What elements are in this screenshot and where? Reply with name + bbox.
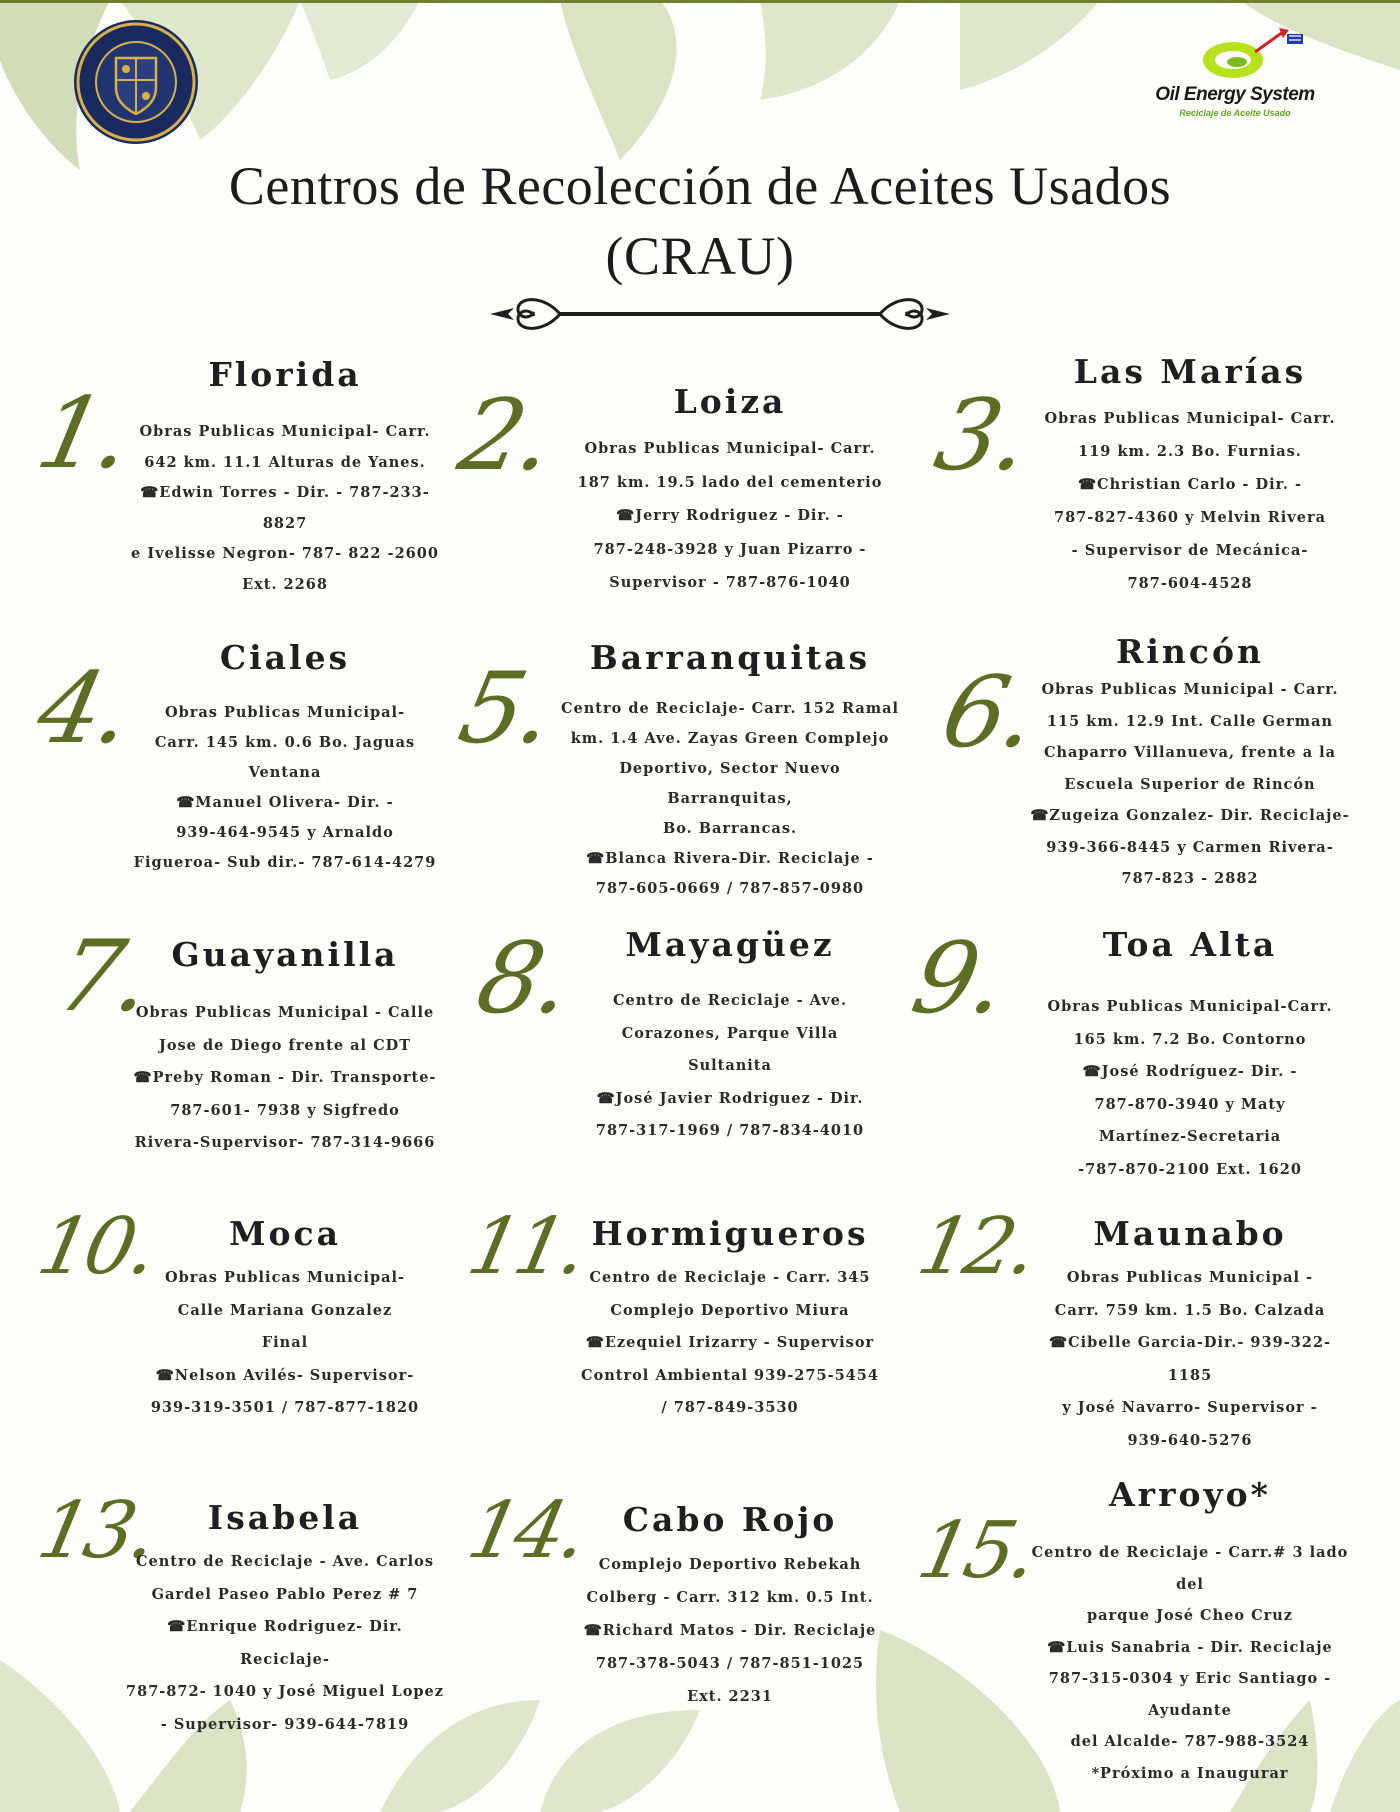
center-details: Obras Publicas Municipal- Carr. 119 km. 2.3 Bo. Furnias. ☎Christian Carlo - Dir. - 787-827-4360 y Melvin Rivera - Supervisor de Mecánica- 787-604-4528 <box>1044 410 1336 592</box>
entry-number: 11. <box>460 1202 592 1292</box>
municipality-name: Rincón <box>1115 632 1265 671</box>
municipality-name: Florida <box>208 355 362 394</box>
center-details: Obras Publicas Municipal- Carr. 642 km. 11.1 Alturas de Yanes. ☎Edwin Torres - Dir. - 787-233-8827 e Ivelisse Negron- 787- 822 -2600 Ext. 2268 <box>131 423 439 593</box>
college-seal-logo <box>72 18 200 146</box>
ornamental-divider <box>490 288 950 340</box>
entry-number: 3. <box>925 379 1036 493</box>
municipality-name: Barranquitas <box>589 638 871 677</box>
municipality-name: Moca <box>228 1214 341 1253</box>
entry-number: 4. <box>27 652 138 766</box>
center-details: Obras Publicas Municipal- Calle Mariana Gonzalez Final ☎Nelson Avilés- Supervisor- 939-319-3501 / 787-877-1820 <box>150 1269 420 1416</box>
municipality-name: Arroyo* <box>1109 1475 1271 1514</box>
entry-number: 6. <box>932 656 1043 770</box>
center-details: Centro de Reciclaje- Carr. 152 Ramal km. 1.4 Ave. Zayas Green Complejo Deportivo, Sector Nuevo Barranquitas, Bo. Barrancas. ☎Blanca Rivera-Dir. Reciclaje - 787-605-0669 / 787-857-0980 <box>561 700 899 897</box>
center-details: Centro de Reciclaje - Ave. Carlos Gardel Paseo Pablo Perez # 7 ☎Enrique Rodriguez- Dir. Reciclaje- 787-872- 1040 y José Miguel Lopez - Supervisor- 939-644-7819 <box>126 1553 444 1733</box>
center-details: Obras Publicas Municipal- Carr. 187 km. 19.5 lado del cementerio ☎Jerry Rodriguez - Dir. - 787-248-3928 y Juan Pizarro - Supervisor - 787-876-1040 <box>577 440 883 591</box>
municipality-name: Loiza <box>673 382 787 421</box>
entry-number: 5. <box>449 652 560 766</box>
center-details: Obras Publicas Municipal - Calle Jose de Diego frente al CDT ☎Preby Roman - Dir. Transporte- 787-601- 7938 y Sigfredo Rivera-Supervisor- 787-314-9666 <box>133 1004 437 1151</box>
municipality-name: Mayagüez <box>625 925 835 964</box>
municipality-name: Hormigueros <box>591 1214 869 1253</box>
center-details: Obras Publicas Municipal- Carr. 145 km. 0.6 Bo. Jaguas Ventana ☎Manuel Olivera- Dir. - 939-464-9545 y Arnaldo Figueroa- Sub dir.- 787-614-4279 <box>133 704 437 871</box>
municipality-name: Maunabo <box>1093 1214 1287 1253</box>
entry-number: 1. <box>27 377 138 491</box>
center-details: Obras Publicas Municipal-Carr. 165 km. 7.2 Bo. Contorno ☎José Rodríguez- Dir. - 787-870-3940 y Maty Martínez-Secretaria -787-870-2100 Ext. 1620 <box>1047 998 1333 1178</box>
entry-number: 9. <box>902 922 1013 1036</box>
municipality-name: Guayanilla <box>171 935 399 974</box>
center-details: Obras Publicas Municipal - Carr. 115 km. 12.9 Int. Calle German Chaparro Villanueva, frente a la Escuela Superior de Rincón ☎Zugeiza Gonzalez- Dir. Reciclaje- 939-366-8445 y Carmen Rivera- 787-823 - 2882 <box>1030 681 1350 887</box>
entry-number: 14. <box>460 1486 592 1576</box>
entry-number: 8. <box>467 922 578 1036</box>
oil-energy-system-logo <box>1155 22 1315 122</box>
center-details: Centro de Reciclaje - Carr.# 3 lado del parque José Cheo Cruz ☎Luis Sanabria - Dir. Reciclaje 787-315-0304 y Eric Santiago -Ayudante del Alcalde- 787-988-3524 *Próximo a Inaugurar <box>1031 1544 1349 1782</box>
entry-number: 7. <box>47 920 158 1034</box>
center-details: Obras Publicas Municipal - Carr. 759 km. 1.5 Bo. Calzada ☎Cibelle Garcia-Dir.- 939-322-1185 y José Navarro- Supervisor - 939-640-5276 <box>1048 1269 1331 1449</box>
center-details: Complejo Deportivo Rebekah Colberg - Carr. 312 km. 0.5 Int. ☎Richard Matos - Dir. Reciclaje 787-378-5043 / 787-851-1025 Ext. 2231 <box>583 1556 877 1705</box>
page-title: Centros de Recolección de Aceites Usados <box>228 156 1172 216</box>
municipality-name: Las Marías <box>1073 352 1307 391</box>
entry-number: 10. <box>30 1202 162 1292</box>
center-details: Centro de Reciclaje - Ave. Corazones, Parque Villa Sultanita ☎José Javier Rodriguez - Dir. 787-317-1969 / 787-834-4010 <box>595 992 865 1139</box>
brand-name: Oil Energy System <box>1155 84 1315 105</box>
entry-number: 13. <box>30 1486 162 1576</box>
page-subtitle: (CRAU) <box>605 226 795 286</box>
center-details: Centro de Reciclaje - Carr. 345 Complejo Deportivo Miura ☎Ezequiel Irizarry - Supervisor Control Ambiental 939-275-5454 / 787-849-3530 <box>581 1269 879 1416</box>
municipality-name: Cabo Rojo <box>622 1500 838 1539</box>
entry-number: 2. <box>449 379 560 493</box>
municipality-name: Isabela <box>207 1498 363 1537</box>
municipality-name: Toa Alta <box>1102 925 1278 964</box>
entry-number: 15. <box>910 1506 1042 1596</box>
municipality-name: Ciales <box>219 638 351 677</box>
entry-number: 12. <box>910 1202 1042 1292</box>
brand-tagline: Reciclaje de Aceite Usado <box>1179 108 1291 118</box>
